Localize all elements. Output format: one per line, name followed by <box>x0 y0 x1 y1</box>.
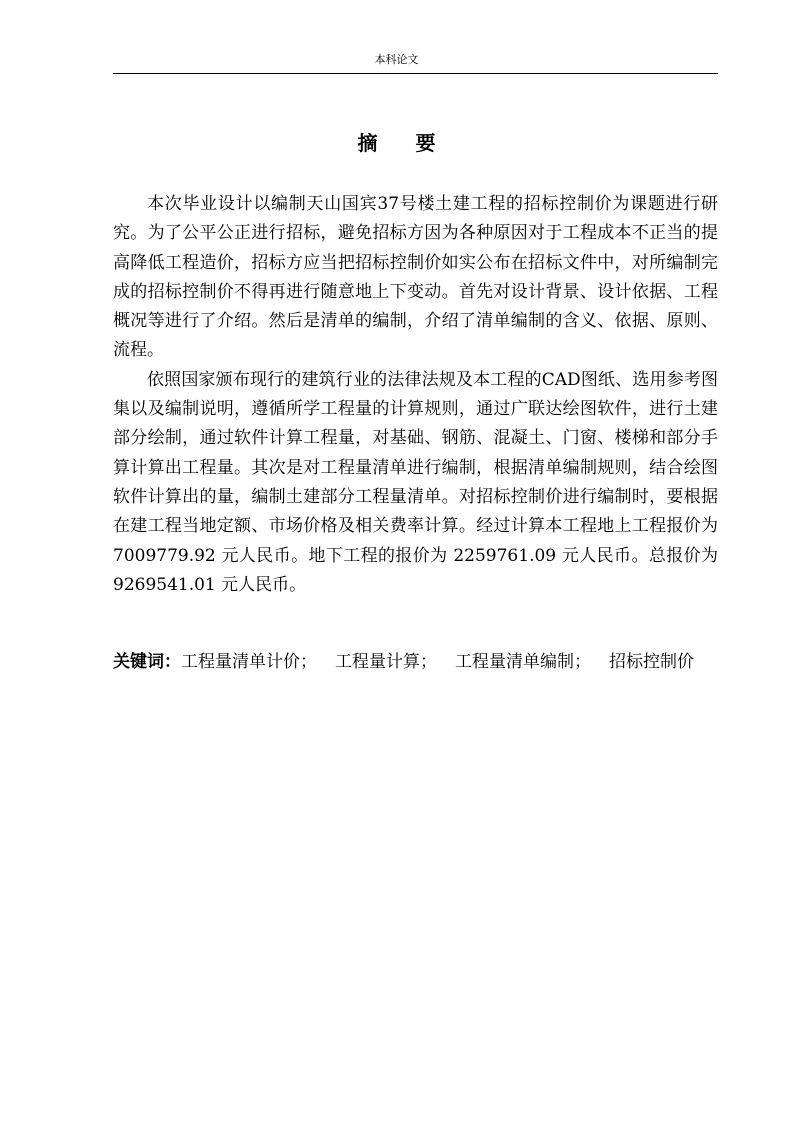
keywords-label: 关键词： <box>113 652 181 672</box>
keyword-item: 招标控制价 <box>609 652 694 672</box>
abstract-title-char-2: 要 <box>415 131 436 155</box>
abstract-paragraph-1: 本次毕业设计以编制天山国宾37号楼土建工程的招标控制价为课题进行研究。为了公平公正进行招标，避免招标方因为各种原因对于工程成本不正当的提高降低工程造价，招标方应当把招标控制价如实公布在招标文件中，对所编制完成的招标控制价不得再进行随意地上下变动。首先对设计背景、设计依据、工程概况等进行了介绍。然后是清单的编制，介绍了清单编制的含义、依据、原则、流程。 <box>113 194 718 361</box>
abstract-title-char-1: 摘 <box>357 131 378 155</box>
abstract-title <box>0 130 793 156</box>
keyword-item: 工程量清单计价； <box>181 652 317 672</box>
abstract-body <box>113 190 718 600</box>
page-header: 本科论文 <box>374 53 419 66</box>
keywords-line <box>113 648 718 677</box>
abstract-paragraph-2: 依照国家颁布现行的建筑行业的法律法规及本工程的CAD图纸、选用参考图集以及编制说明，遵循所学工程量的计算规则，通过广联达绘图软件，进行土建部分绘制，通过软件计算工程量，对基础、钢筋、混凝土、门窗、楼梯和部分手算计算出工程量。其次是对工程量清单进行编制，根据清单编制规则，结合绘图软件计算出的量，编制土建部分工程量清单。对招标控制价进行编制时，要根据在建工程当地定额、市场价格及相关费率计算。经过计算本工程地上工程报价为 7009779.92 元人民币。地下工程的报价为 2259761.09 元人民币。总报价为 9269541.01 元人民币。 <box>113 369 718 595</box>
header-divider <box>113 73 718 74</box>
keyword-item: 工程量清单编制； <box>455 652 591 672</box>
keyword-item: 工程量计算； <box>335 652 437 672</box>
